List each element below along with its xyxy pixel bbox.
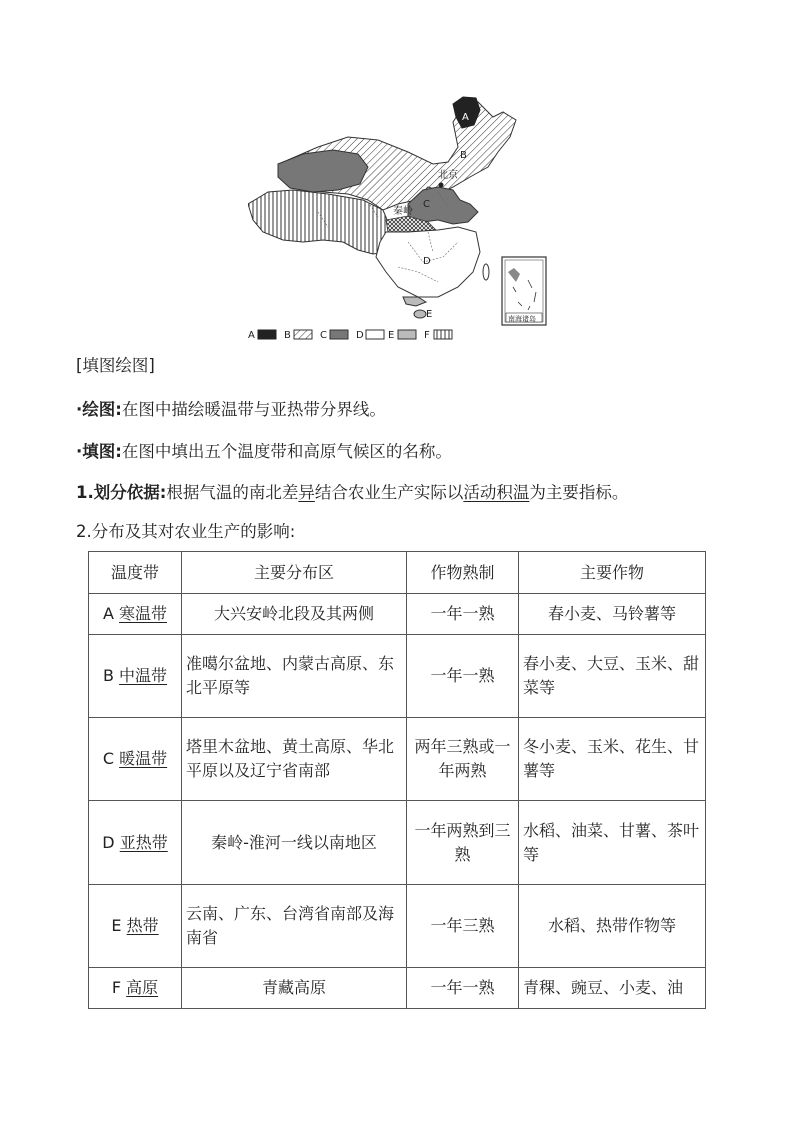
point-1-text-c: 为主要指标。 [529,483,629,502]
label-d: D [423,256,431,267]
legend-swatch-f [434,330,452,339]
header-zone: 温度带 [89,552,182,594]
area-cell: 塔里木盆地、黄土高原、华北平原以及辽宁省南部 [182,718,407,801]
legend-swatch-b [294,330,312,339]
fill-task [76,440,452,464]
table-row [89,801,706,885]
table-row [89,594,706,635]
zone-cell [89,968,182,1009]
crops-cell: 春小麦、大豆、玉米、甜菜等 [519,635,706,718]
legend-swatch-d [366,330,384,339]
legend-swatch-e [398,330,416,339]
zone-cell [89,635,182,718]
table-row [89,968,706,1009]
inset-label: 南海诸岛 [508,315,536,323]
point-1-text-a: 根据气温的南北差 [166,483,299,502]
label-c: C [423,199,430,210]
legend-key-b: B [284,330,291,341]
zone-name: 暖温带 [119,749,168,768]
zone-letter: D [102,832,115,852]
zone-name: 高原 [126,978,159,997]
zone-cell [89,885,182,968]
legend-key-d: D [356,330,364,341]
area-cell: 青藏高原 [182,968,407,1009]
area-cell: 准噶尔盆地、内蒙古高原、东北平原等 [182,635,407,718]
label-a: A [462,112,469,123]
crops-cell: 水稻、热带作物等 [519,885,706,968]
zone-cell [89,594,182,635]
zone-name: 中温带 [119,666,168,685]
area-cell: 云南、广东、台湾省南部及海南省 [182,885,407,968]
point-1 [76,481,628,505]
legend-key-c: C [320,330,327,341]
legend-key-f: F [424,330,430,341]
system-cell: 一年两熟到三熟 [407,801,519,885]
point-1-underline-b: 活动积温 [463,483,530,502]
draw-task-label: ·绘图: [76,400,122,419]
zone-letter: A [102,604,114,623]
header-area: 主要分布区 [182,552,407,594]
system-cell: 一年一熟 [407,968,519,1009]
temperature-zone-map [248,92,548,342]
table-row [89,718,706,801]
draw-task-text: 在图中描绘暖温带与亚热带分界线。 [121,400,386,419]
hainan-island [414,310,426,318]
zone-cell [89,801,182,885]
crops-cell: 冬小麦、玉米、花生、甘薯等 [519,718,706,801]
zone-cell [89,718,182,801]
taiwan-island [483,264,489,280]
table-body [89,594,706,1009]
system-cell: 一年三熟 [407,885,519,968]
legend-key-a: A [248,330,255,341]
label-beijing: 北京 [438,170,458,181]
section-title: [填图绘图] [76,356,155,375]
system-cell: 两年三熟或一年两熟 [407,718,519,801]
crops-cell: 青稞、豌豆、小麦、油 [519,968,706,1009]
header-crops: 主要作物 [519,552,706,594]
beijing-dot [439,183,444,188]
zone-name: 热带 [126,916,159,935]
fill-task-text: 在图中填出五个温度带和高原气候区的名称。 [121,442,452,461]
zone-c-west-area [278,150,368,192]
area-cell: 大兴安岭北段及其两侧 [182,594,407,635]
south-sea-inset [502,257,546,325]
label-qinling: 秦岭 [393,206,413,217]
table-row [89,885,706,968]
zone-e-area [403,297,426,306]
crops-cell: 春小麦、马铃薯等 [519,594,706,635]
fill-task-label: ·填图: [76,442,122,461]
legend-key-e: E [388,330,395,341]
table-header-row [89,552,706,594]
zone-letter: B [102,666,114,685]
legend-swatch-a [258,330,276,339]
zone-name: 亚热带 [119,832,168,852]
map-legend [248,330,452,341]
legend-swatch-c [330,330,348,339]
label-b: B [460,150,467,161]
area-cell: 秦岭-淮河一线以南地区 [182,801,407,885]
point-1-label: 1.划分依据: [76,483,167,502]
temperature-zone-table [88,551,706,1009]
point-2: 2.分布及其对农业生产的影响: [76,522,296,541]
zone-letter: C [102,749,115,768]
point-1-text-b: 结合农业生产实际以 [314,483,464,502]
draw-task [76,398,386,422]
crops-cell: 水稻、油菜、甘薯、茶叶等 [519,801,706,885]
zone-letter: E [111,916,122,935]
zone-name: 寒温带 [119,604,168,623]
system-cell: 一年一熟 [407,594,519,635]
point-1-underline-a: 异 [298,483,315,502]
label-e: E [426,309,433,320]
header-system: 作物熟制 [407,552,519,594]
system-cell: 一年一熟 [407,635,519,718]
table-row [89,635,706,718]
zone-letter: F [111,978,122,997]
